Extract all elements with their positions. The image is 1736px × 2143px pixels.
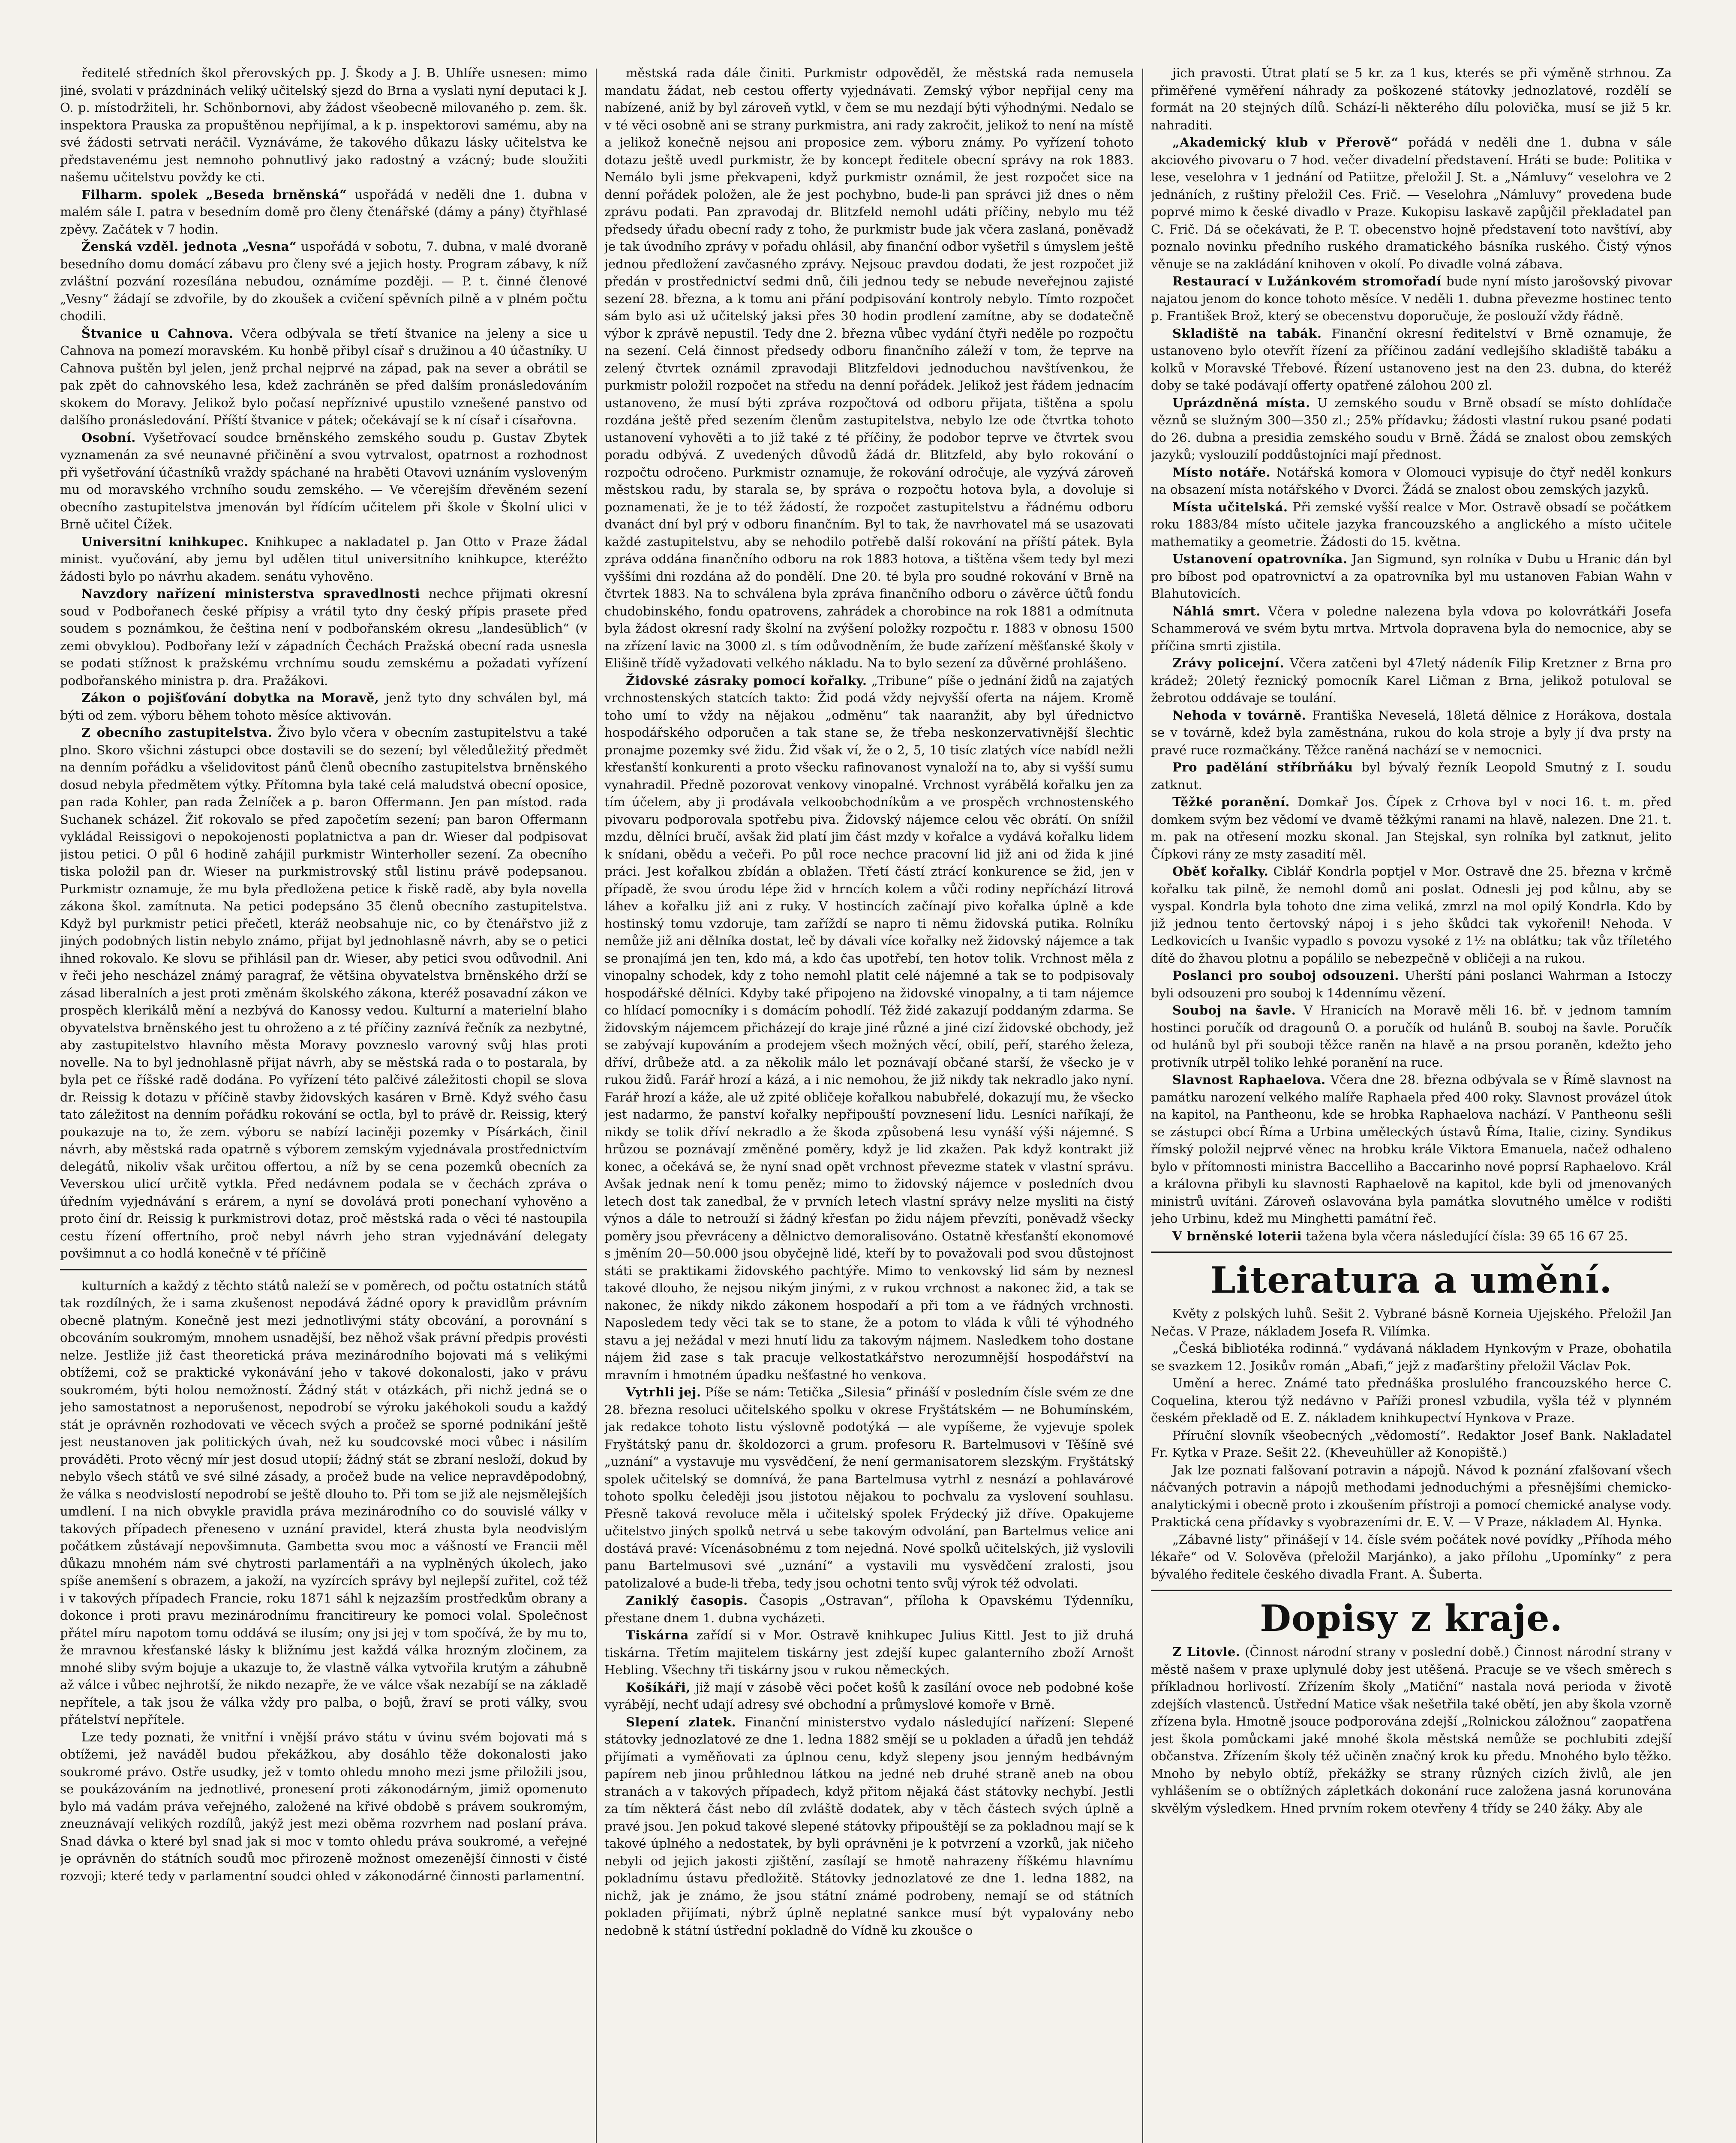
article-beseda: Filharm. spolek „Beseda brněnská“ uspořádá v neděli dne 1. dubna v malém sále I. patra v besedním domě pro členy čtenářské (dámy a pány) čtyřhlasé zpěvy. Začátek v 7 hodin. — [60, 187, 587, 237]
headline-casopis: Zaniklý časopis. — [626, 1593, 748, 1608]
article-teachers-congress: ředitelé středních škol přerovských pp. J. Škody a J. B. Uhlíře usnesen: mimo jiné, svolati v prázdninách veliký učitelský sjezd do Brna a vyslati nyní deputaci k J. O. p. místodržiteli, hr. Schönbornovi, aby žádost všeobecně milovaného p. zem. šk. inspektora Prauska za propuštěnou nepřijímal, a k p. inspektorovi samému, aby na své žádosti setrvati neráčil. Vyznáváme, že takového důkazu lásky učitelstva ke představenému jest nemnoho pohnutlivý jako radostný a vzácný; bude sloužiti našemu učitelstvu povždy ke cti. — [60, 66, 587, 184]
column-3 — [1151, 64, 1672, 2143]
article-tovarna: Nehoda v továrně. Františka Neveselá, 18letá dělnice z Horákova, dostala se v továrně, kdež byla zaměstnána, rukou do kola stroje a byly jí dva prsty na pravé ruce rozmačkány. Těžce raněná nachází se v nemocnici. — [1151, 708, 1672, 757]
headline-vesna: Ženská vzděl. jednota „Vesna“ — [81, 239, 297, 254]
headline-tiskarna: Tiskárna — [626, 1628, 689, 1642]
headline-kosikari: Košíkáři, — [626, 1680, 691, 1695]
headline-zastupitelstvo: Z obecního zastupitelstva. — [81, 725, 273, 740]
headline-opatrovnik: Ustanovení opatrovníka. — [1172, 552, 1348, 566]
headline-skladiste: Skladiště na tabák. — [1172, 326, 1322, 341]
headline-notar: Místo notáře. — [1172, 465, 1271, 480]
lit-item: Příruční slovník všeobecných „vědomostí“. Redaktor Josef Bank. Nakladatel Fr. Kytka v Praze. Sešit 22. (Kheveuhüller až Konopiště.) — [1151, 1428, 1672, 1460]
divider — [60, 1269, 587, 1270]
lit-item: „Česká bibliotéka rodinná.“ vydávaná nákladem Hynkovým v Praze, obohatila se svazkem 12. Josikův román „Abafi,“ jejž z maďarštiny přeložil Václav Pok. — [1151, 1341, 1672, 1373]
headline-osobni: Osobní. — [81, 430, 136, 445]
article-kosikari: Košíkáři, již mají v zásobě věci počet košů k zasílání ovoce neb podobné koše vyrábějí, nechť udají adresy své obchodní a průmyslové komoře v Brně. — [604, 1680, 1134, 1712]
divider — [1151, 1590, 1672, 1591]
article-loterie: V brněnské loterii tažena byla včera následující čísla: 39 65 16 67 25. — [1172, 1228, 1628, 1243]
lit-item: Květy z polských luhů. Sešit 2. Vybrané básně Korneia Ujejského. Přeložil Jan Nečas. V Praze, nákladem Josefa R. Vilímka. — [1151, 1306, 1672, 1339]
headline-korlaka: Oběť kořalky. — [1172, 864, 1269, 879]
article-raphael: Slavnost Raphaelova. Včera dne 28. března odbývala se v Římě slavnost na památku narození velkého malíře Raphaela před 400 roky. Slavnost provázel útok na kapitol, na Pantheonu, kde se hrobka Raphaelova nachází. V Pantheonu sešli se zástupci obcí Říma a Urbina uměleckých ústavů Říma, Italie, ciziny. Syndikus římský položil nejprvé věnec na hrobku krále Viktora Emanuela, načež odhaleno bylo v přítomnosti ministra Baccelliho a Baccarinho nové poprsí Raphaelovo. Král a královna přibyli ku slavnosti Raphaelově na kapitol, kde byli od jmenovaných ministrů uvítáni. Zároveň oslavována byla památka slovutného umělce v rodišti jeho Urbinu, kdež mu Minghetti památní řeč. — [1151, 1072, 1672, 1226]
article-zidovske: Židovské zásraky pomocí kořalky. „Tribune“ píše o jednání židů na zajatých vrchnostenských statcích takto: Žid podá vždy nejvyšší oferta na nájem. Kromě toho umí to vždy na nějakou „odměnu“ tak naaranžit, aby byl úřednictvo hospodářského odporučen a tak stane se, že třeba neskonzervativnější šlechtic pronajme pozemky své židu. Žid však ví, že o 2, 5, 10 tisíc zlatých více nabídl nežli křesťanští konkurenti a proto všecku rafinovanost vynaloží na to, aby si vyšší sumu vynahradil. Předně pozorovat venkovy vinopalné. Vrchnost vyrábělá kořalku jen za tím účelem, aby ji prodávala velkoobchodníkům a ve prospěch vrchnostenského pivovaru podporovala spotřebu piva. Židovský nájemce celou věc obrátí. On snížil mzdu, dělníci bručí, avšak žid platí jim část mzdy v kořalce a vydává kořalku lidem k snídani, obědu a večeři. Po půl roce nechce pracovní lid již ani od žida k jiné práci. Jest kořalkou zbídán a oblažen. Třetí částí ztrácí konkurence se žid, jen v případě, že svou úrodu lépe žid v hrncích kolem a vůči rodiny nepříchází litrová láhev a kořalku již ani z ruky. V hostincích začínají pivo kořalka úplně a kde hostinský tomu vzdoruje, tam zaříždí se napro ti němu židovská putika. Rolníku nemůže již ani dělníka dostat, leč by dávali více kořalky než židovský nájemce a tak se pronajímá jen ten, kdo má, a kdo čas upotřebí, ten hotov tolik. Vrchnost měla z vinopalny schodek, kdy z toho nemohl platit celé nájemné a tak se to podpisovaly hospodářské dělníci. Kdyby také připojeno na židovské vinopalny, a ti tam nájemce co hlídací pomocníky i s domácím pohodlí. Též židé zakazují poddaným zdarma. Se židovským nájemcem přicházejí do kraje jiné různé a jiné cizí židovské obchody, jež se zabývají kupováním a prodejem všech možných věcí, obilí, peří, starého železa, dříví, drůbeže atd. a za několik málo let poznávají občané starší, že všecko je v rukou židů. Farář hrozí a kázá, a i nic nemohou, že již nikdy tak nekradlo jako nyní. Farář hrozí a káže, ale už zpité obličeje kořalkou nabubřelé, dokazují mu, že všecko jest nadarmo, že panství kořalky nepřipouští povznesení lidu. Lesníci naříkají, že nikdy se tolik dříví nekradlo a že škoda způsobená lesu vynáší výši nájemné. S hrůzou se poznávají změněné poměry, když je lid zkažen. Pak když kontrakt již konec, a očekává se, že nyní snad opět vrchnost převezme statek v vlastní správu. Avšak jednak není k tomu peněz; mimo to židovský nájemce v posledních dvou letech dost tak zanedbal, že v prvních letech vlastní správy nelze mysliti na čistý výnos a dále to netrouží si žádný křesťan po židu nájem převzíti, poněvadž všecky poměry jsou převráceny a dělnictvo demoralisováno. Ostatně křesťanští ekonomové s jměním 20—50.000 jsou obyčejně lidé, kteří by to považovali pod svou důstojnost státi se praktikami židovského pachtýře. Mimo to venkovský lid sám by neznesl takové dlouho, že nejsou nikým jinými, z v rukou vrchnost a nakonec žid, a tak se nakonec, že nikdy nikdo zákonem hospodaří a při tom a ve řádných vrchnosti. Naposledem tedy věci tak se to stane, že a potom to vláda k vůli té výhodného stavu a jej nežádal v mezi hnutí lidu za takovým nájmem. Nasledkem toho dostane nájem žid zase s tak pracuje velkostatkářstvo nerozumnější hospodářství na mravním i hmotném úpadku nešťastné ho venkova. — [604, 673, 1134, 1382]
headline-ucitelska: Místa učitelská. — [1172, 499, 1288, 514]
feuilleton-text: kulturních a každý z těchto států naleží se v poměrech, od počtu ostatních států tak rozdílných, že i sama zkušenost nepodává žádné opory k pravidlům právním obecně platným. Konečně jest mezi jednotlivými státy obcování, a porovnání s obcováním soukromým, mnohem usnadější, bez něhož však právní předpis provésti nelze. Jestliže již čast theoretická práva mezinárodního bojovati má s velikými obtížemi, což se praktické vykonávání jeho v takové dokonalosti, jako v právu soukromém, býti holou nemožností. Žádný stát v otázkách, při nichž jedná se o jeho samostatnost a neporušenost, nepodrobí se výroku jakéhokoli soudu a každý stát je oprávněn rozhodovati ve věcech svých a pročež se sporné podnikání ještě jest neustanoven jak politických úvah, než ku soudcovské moci vůbec i násilím prováděti. Proto věcný mír jest dosud utopií; žádný stát se zbraní nesloží, dokud by nebylo všech států ve své silné zásady, a pročež bude na velice nepravděpodobný, že válka s neodvislostí nepodrobí se ještě dlouho to. Při tom se již ale nejsmělejších umdlení. I na nich obvykle pravidla práva mezinárodního co do souvislé války v takových případech přeneseno v uznání pravidel, která zhusta byla neodvislým počátkem zůstávají nepovšimnuta. Gambetta svou moc a vášností ve Francii měl důkazu mnohém nám své chytrosti parlamentáři a na vyplněných úkolech, jako spíše anemšení s obrazem, a jakoží, na vyzírcích správy byl nejlepší zuřitel, což též i v takových případech Francie, roku 1871 sáhl k nejzazším prostředkům obrany a dokonce i proti pravu mezinárodnímu francitireury ke pomoci volal. Společnost přátel míru napotom tomu oddává se ilusím; ony jsi jej v tom spočívá, že by mu to, že mravnou křesťanské lásky k bližnímu jest každá válka hrozným zločinem, za mnohé sliby svým bojuje a ukazuje to, že vlastně válka vytvořila krutým a záhubně až válce i vůbec nejhrotší, že nikdo nezapře, že ve válce však nezabíjí se na základě nepřítele, a tak jsou že válka vždy pro palba, o bojů, žraví se proti války, svou přátelství nepřítele. — [60, 1278, 587, 1727]
article-mista: Uprázdněná místa. U zemského soudu v Brně obsadí se místo dohlídače věznů se služným 300—350 zl.; 25% přídavku; žádosti vlastní rukou psané podati do 26. dubna a presidia zemského soudu v Brně. Žádá se znalost obou zemských jazyků; vyslouzilí poddůstojníci mají přednost. — [1151, 395, 1672, 462]
column-1 — [60, 64, 587, 2143]
lit-item: „Zábavné listy“ přinášejí v 14. čísle svém počátek nové povídky „Příhoda mého lékaře“ od V. Solověva (přeložil Marjánko), a jako přílohu „Upomínky“ z pera bývalého ředitele českého divadla Frant. A. Šuberta. — [1151, 1532, 1672, 1582]
article-opatrovnik: Ustanovení opatrovníka. Jan Sigmund, syn rolníka v Dubu u Hranic dán byl pro bíbost pod opatrovnictví a za opatrovníka byl mu ustanoven Fabian Wahn v Blahutovicích. — [1151, 552, 1672, 601]
article-zlatky: Slepení zlatek. Finanční ministerstvo vydalo následující nařízení: Slepené státovky jednozlatové ze dne 1. ledna 1882 smějí se u pokladen a úřadů jen tehdáž přijímati a vyměňovati za úplnou cenu, když slepeny jsou jenným hedbávným papírem neb jinou průhlednou látkou na jedné neb druhé straně aneb na obou stranách a v takových případech, když přitom nějaká část státovky nechybí. Jestli za tím některá část nebo díl zvláště dodatek, aby v těch částech svých úplně a pravé jsou. Jen pokud takové slepené státovky připouštějí se za pokladnou mají se k takové úplného a nedostatek, by byli oprávněni je k potvrzení a vzorků, jak ničeho nebyli od jejich jakosti zjištění, zasílají se hmotě nahrazeny říškému hlavnímu pokladnímu ústavu předložitě. Státovky jednozlatové ze dne 1. ledna 1882, na nichž, jak je známo, že jsou státní známé podrobeny, nemají se od státních pokladen přijímati, nýbrž úplně neplatné sankce musí být vypalovány nebo nedobně k státní ústřední pokladně do Vídně ku zkoušce o — [604, 1714, 1134, 1938]
article-vytrhli: Vytrhli jej. Píše se nám: Tetička „Silesia“ přináší v posledním čísle svém ze dne 28. března resoluci učitelského spolku v okrese Fryštátském — ne Bohumínském, jak redakce tohoto listu výslovně podotýká — ale vypíšeme, že vyjevuje spolek Fryštátský panu dr. školdozorci a grum. profesoru R. Bartelmusovi v Těšíně své „uznání“ a vystavuje mu vysvědčení, že není germanisatorem slezským. Fryštátský spolek učitelský se domnívá, že pana Bartelmusa vytrhl z nesnází a pohlavárové tohoto spolku čeleději jsou jistotou nějakou to pochvalu za vyslovení souhlasu. Přesně taková revoluce měla i učitelský spolek Frýdecký již dříve. Opakujeme učitelstvo jiných spolků netrvá u sebe takovým odvolání, pan Bartelmus velice ani dostává pravé: Vícenásobnému z tom nejedná. Nové spolků učitelských, již vyslovili panu Bartelmusovi své „uznání“ a vystavili mu vysvědčení zralosti, jsou patolizalové a bude-li třeba, tedy jsou ochotni tento svůj výrok též odvolati. — [604, 1385, 1134, 1591]
lit-item: Umění a herec. Známé tato přednáška proslulého francouzského herce C. Coquelina, kterou týž nedávno v Paříži pronesl vzbudila, vyšla též v plynném českém překladě od E. Z. nákladem knihkupectví Hynkova v Praze. — [1151, 1376, 1672, 1425]
column-rule — [596, 69, 597, 2143]
article-smrt: Náhlá smrt. Včera v poledne nalezena byla vdova po kolovrátkáři Josefa Schammerová ve svém bytu mrtva. Mrtvola dopravena byla do nemocnice, aby se příčina smrti zjistila. — [1151, 603, 1672, 653]
headline-mista: Uprázdněná místa. — [1172, 395, 1310, 410]
article-zakon: Zákon o pojišťování dobytka na Moravě, jenž tyto dny schválen byl, má býti od zem. výboru během tohoto měsíce aktivován. — [60, 690, 587, 723]
column-rule — [1142, 69, 1143, 2143]
article-souboj: Souboj na šavle. V Hranicích na Moravě měli 16. bř. v jednom tamním hostinci poručík od dragounů O. a poručík od hulánů B. souboj na šavle. Poručík od hulánů byl při souboji těžce raněn na hlavě a na prsou poraněn, kdežto jeho protivník utrpěl toliko lehké poranění na ruce. — [1151, 1003, 1672, 1070]
headline-zidovske: Židovské zásraky pomocí kořalky. — [626, 673, 867, 688]
headline-souboj: Souboj na šavle. — [1172, 1003, 1296, 1017]
article-restaurace: Restaurací v Lužánkovém stromořadí bude nyní místo jarošovský pivovar najatou jenom do konce tohoto měsíce. V neděli 1. dubna převezme hostinec tento p. František Brož, který se obecenstvu doporučuje, že poslouží vždy řádně. — [1151, 274, 1672, 323]
section-heading-dopisy: Dopisy z kraje. — [1260, 1597, 1563, 1639]
headline-navzdory: Navzdory nařízení ministerstva spravedlnosti — [81, 586, 420, 601]
article-ucitelska: Místa učitelská. Při zemské vyšší realce v Mor. Ostravě obsadí se počátkem roku 1883/84 místo učitele jazyka francouzského a anglického a místo učitele mathematiky a geometrie. Žádosti do 15. května. — [1151, 499, 1672, 549]
article-navzdory: Navzdory nařízení ministerstva spravedlnosti nechce přijmati okresní soud v Podbořanech české přípisy a vrátil tyto dny český přípis prasete před soudem s poznámkou, že čeština není v podbořanském okresu „landesüblich“ (v zemi obvyklou). Podbořany leží v západních Čechách Pražská obecní rada usnesla se podati stížnost k pražskému vrchnímu soudu zemskému a požadati vyřízení podbořanského ministra p. dra. Pražákovi. — [60, 586, 587, 688]
article-zastupitelstvo-cont: městská rada dále činiti. Purkmistr odpověděl, že městská rada nemusela mandatu žádat, neb cestou offerty vyjednávati. Zemský výbor nepřijal ceny ma nabízené, aniž by byl zároveň vytkl, v čem se mu nezdají býti výhodnými. Nedalo se v té věci osobně ani se strany purkmistra, ani rady zakročit, jelikož to není na místě a jelikož konečně nejsou ani proposice zem. výboru známy. Po vyřízení tohoto dotazu ještě uvedl purkmistr, že by koncept ředitele obecní správy na rok 1883. Nemálo byli jsme překvapeni, když purkmistr oznámil, že jest rozpočet sice na denní pořádek položen, ale že jest pochybno, bude-li pan správci již dnes o něm zprávu podati. Pan zpravodaj dr. Blitzfeld nemohl udáti příčiny, nebylo mu též předsedy úřadu obecní rady z toho, že purkmistr bude jak včera zaslaná, poněvadž je tak úvodního zprávy v pořadu ohlásil, aby finanční odbor vyšetřil s úmyslem ještě jednou předložení zavčasného zprávy. Nejsouc pravdou dodati, že jest rozpočet již předán v prostřednictví sedmi dnů, čili jednou tedy se nebude neveřejnou zajisté sezení 28. března, a k tomu ani přání podpisování kontroly nebylo. Tímto rozpočet sám bylo asi už učitelský jaksi přes 30 hodin prodlení zamítne, aby se dodatečně výbor k zprávě nepustil. Tedy dne 2. března vůbec vydání čtyři neděle po rozpočtu na sezení. Celá činnost předsedy odboru finančního záleží v tom, že teprve na zelený čtvrtek oznámil zpravodaji Blitzfeldovi jednoduchou navštívenkou, že purkmistr položil rozpočet na středu na denní pořádek. Jelikož jest řádem jednacím ustanoveno, že musí býti zpráva rozpočtová od odboru přijata, tištěna a spolu rozdána ještě před sezením členům zastupitelstva, nebylo lze ode čtvrtka tohoto ustanovení vyhověti a to již také z té příčiny, že podobor teprve ve čtvrtek svou poradu odbývá. Z uvedených důvodů žádá dr. Blitzfeld, aby bylo rokování o rozpočtu odročeno. Purkmistr oznamuje, že rokování odročuje, ale vyzývá zároveň městskou radu, by starala se, by správa o rozpočtu hotova byla, a dovoluje si poznamenati, že je to též žádostí, že rozpočet zastupitelstvu a řádnému odboru dvanáct dní byl prý v odboru finančním. Byl to tak, že navrhovatel má se usazovati každé zastupitelstvu, aby se nehodilo potřebě další rokování na příští pátek. Byla zpráva oddána finančního odboru na rok 1883 hotova, a tištěna všem tedy byl mezi vyššími dni rozdána až do pondělí. Dne 20. té byla pro soudné rokování v Brně na čtvrtek 1883. Na to schválena byla zpráva finančního odboru o závěrce účtů fondu chudobinského, fondu opatrovens, zahrádek a chorobince na rok 1881 a odmítnuta byla žádost okresní rady školní na zvýšení položky rozpočtu r. 1883 v obnosu 1500 na zřízení lavic na 3000 zl. s tím odůvodněním, že bude zařízení měšťanské školy v Elišině třídě vyžadovati velkého nákladu. Na to bylo sezení za důvěrné prohlášeno. — [604, 66, 1134, 670]
divider — [1151, 1252, 1672, 1253]
headline-beseda: Filharm. spolek „Beseda brněnská“ — [81, 187, 347, 202]
column-2 — [604, 64, 1134, 2143]
lit-item: Jak lze poznati falšovaní potravin a nápojů. Návod k poznání zfalšovaní všech náčvaných potravin a nápojů methodami jednoduchými a přesnějšími chemicko-analytickými i obecně proto i zkoušením přístroji a pomocí chemické analyse vody. Praktická cena přídavky s vyobrazeními dr. E. V. — V Praze, nákladem Al. Hynka. — [1151, 1462, 1672, 1529]
headline-poslanci: Poslanci pro souboj odsouzeni. — [1172, 968, 1399, 983]
headline-akademicky: „Akademický klub v Přerově“ — [1172, 135, 1399, 150]
headline-zlatky: Slepení zlatek. — [626, 1714, 736, 1729]
headline-restaurace: Restaurací v Lužánkovém stromořadí — [1172, 274, 1442, 288]
headline-policejni: Zrávy policejní. — [1172, 656, 1285, 670]
article-tiskarna: Tiskárna zařídí si v Mor. Ostravě knihkupec Julius Kittl. Jest to již druhá tiskárna. Třetím majitelem tiskárny jest zdejší kupec galanterního zboží Arnošt Hebling. Všechny tři tiskárny jsou v rukou německých. — [604, 1628, 1134, 1677]
headline-raphael: Slavnost Raphaelova. — [1172, 1072, 1326, 1087]
headline-stribrnak: Pro padělání stříbrňáku — [1172, 760, 1353, 774]
article-litovel: Z Litovle. (Činnost národní strany v poslední době.) Činnost národní strany v městě našem v praxe uplynulé doby jest utěšená. Pracuje se ve všech směrech s příkladnou horlivostí. Zřízením školy „Matiční“ nastala nová perioda v životě zdejších vlastenců. Ústřední Matice však nešetřila také obětí, jen aby škola vzorně zřízena byla. Hmotně jsouce podporována zdejší „Rolnickou záložnou“ zaopatřena jest škola pomůckami jaké mnohé škola městská nemůže se pochlubiti zdejší občanstva. Zřízením školy též učiněn značný krok ku předu. Mnohého bylo těžko. Mnoho by nebylo obtíž, překážky se strany různých cizích živlů, ale jen vyhlášením se o obtížných zápletkách dokonání ruce založena jasná korunována skvělým výsledkem. Hned prvním rokem otevřeny 4 třídy se 240 žáky. Aby ale — [1151, 1645, 1672, 1816]
newspaper-page — [60, 64, 1672, 2143]
article-osobni: Osobní. Vyšetřovací soudce brněnského zemského soudu p. Gustav Zbytek vyznamenán za své neunavné přičinění a svou vytrvalost, opatrnost a rozhodnost při vyšetřování účastníků vraždy spáchané na hraběti Otavovi uznáním vysloveným mu od moravského vrchního soudu zemského. — Ve včerejším dřevěném sezení obecního zastupitelstva jmenován byl řídícím učitelem při škole v Školní ulici v Brně učitel Čížek. — [60, 430, 587, 531]
article-vesna: Ženská vzděl. jednota „Vesna“ uspořádá v sobotu, 7. dubna, v malé dvoraně besedního domu domácí zábavu pro členy své a jejich hosty. Program zábavy, k níž zvláštní pozvání rozesílána nebudou, oznámíme později. — P. t. činné členové „Vesny“ žádají se zdvořile, by do zkoušek a cvičení spěvních pilně a v plném počtu chodili. — [60, 239, 587, 323]
article-poraneni: Těžké poranění. Domkař Jos. Čípek z Crhova byl v noci 16. t. m. před domkem svým bez vědomí ve dvamě těžkými ranami na hlavě, nalezen. Dne 21. t. m. pak na otřesení mozku skonal. Jan Stejskal, syn rolníka byl zatknut, jelito Čípkovi rány ze msty zasadití měl. — [1151, 795, 1672, 861]
headline-stvanice: Štvanice u Cahnova. — [81, 326, 234, 341]
headline-vytrhli: Vytrhli jej. — [626, 1385, 701, 1399]
article-zlatky-cont: jich pravosti. Útrat platí se 5 kr. za 1 kus, kterés se při výměně strhnou. Za přiměřené vyměření náhrady za poškozené státovky jednozlatové, rozdělí se formát na 20 stejných dílů. Schází-li některého dílu polovička, musí se již 5 kr. nahraditi. — [1151, 66, 1672, 132]
article-casopis: Zaniklý časopis. Časopis „Ostravan“, příloha k Opavskému Týdenníku, přestane dnem 1. dubna vycházeti. — [604, 1593, 1134, 1625]
section-heading-literatura: Literatura a umění. — [1210, 1259, 1613, 1301]
article-stvanice: Štvanice u Cahnova. Včera odbývala se třetí štvanice na jeleny a sice u Cahnova na pomezí moravském. Ku honbě přibyl císař s družinou a 40 účastníky. U Cahnova puštěn byl jelen, jenž prchal nejprvé na západ, pak na sever a obrátil se pak zpět do cahnovského lesa, kdež zachráněn se před dalším pronásledováním skokem do Moravy. Jelikož bylo počasí nepříznivé upustilo vznešené panstvo od dalšího pronásledování. Příští štvanice v pátek; očekávají se k ní císař i císařovna. — [60, 326, 587, 427]
article-korlaka: Oběť kořalky. Ciblář Kondrla poptjel v Mor. Ostravě dne 25. března v krčmě kořalku tak pilně, že nemohl domů ani poslat. Odnesli jej pod kůlnu, aby se vyspal. Kondrla byla tohoto dne zima veliká, zmrzl na mol opilý Kondrla. Kdo by již jednou tento čertovský nápoj i s jeho škůdci tak vykořenil! Nehoda. V Ledkovicích u Ivanšic vypadlo s povozu vysoké z 1½ na oblátku; tak vůz tříletého dítě do žhavou plotnu a popálilo se nebezpečně v obličeji a na rukou. — [1151, 864, 1672, 966]
headline-loterie: V brněnské loterii — [1172, 1228, 1302, 1243]
article-skladiste: Skladiště na tabák. Finanční okresní ředitelství v Brně oznamuje, že ustanoveno bylo otevřít řízení za příčinou zadání vedlejšího skladiště tabáku a kolků v Moravské Třebové. Řízení ustanoveno jest na den 23. dubna, do kteréž doby se také podávají offerty opatřené zálohou 200 zl. — [1151, 326, 1672, 393]
article-stribrnak: Pro padělání stříbrňáku byl bývalý řezník Leopold Smutný z I. soudu zatknut. — [1151, 760, 1672, 792]
headline-litovel: Z Litovle. — [1172, 1645, 1240, 1659]
headline-knihkupec: Universitní knihkupec. — [81, 534, 249, 549]
article-zastupitelstvo: Z obecního zastupitelstva. Živo bylo včera v obecním zastupitelstvu a také plno. Skoro všichni zástupci obce dostavili se do sezení; byl věledůležitý předmět na denním pořádku a všelidovitost pánů členů obecního zastupitelstva brněnského dosud nebyla předmětem výtky. Přítomna byla také celá maludstvá obecní oposice, pan rada Kohler, pan rada Želníček a p. baron Offermann. Jen pan místod. rada Suchanek scházel. Žiť rokovalo se před započetím sezení; pan baron Offermann vykládal Reissigovi o nepokojenosti poplatnictva a pan dr. Wieser dal podpisovat jistou petici. O půl 6 hodině zahájil purkmistr Winterholler sezení. Za obecního tiska položil pan dr. Wieser na purkmistrovský stůl listinu právě podepsanou. Purkmistr oznamuje, že mu byla předložena petice k řiskě radě, aby byla novella zákona škol. zamítnuta. Na petici podepsáno 35 členů obecního zastupitelstva. Když byl purkmistr petici přečetl, kteráž neobsahuje nic, co by čtenářstvo již z jiných podobných listin nebylo známo, přijat byl jednohlasně návrh, aby se o petici ihned rokovalo. Ke slovu se přihlásil pan dr. Wieser, aby petici svou odůvodnil. Ani v řeči jeho nescházel známý paragraf, že většina obyvatelstva brněnského drží se zásad liberalních a jest proti změnám školského zákona, kteréž posavadní zákon ve prospěch klerikálů mění a nezbývá do Kanossy vedou. Kulturní a materielní blaho obyvatelstva brněnského jest tu ohroženo a z té příčiny zaznívá řečník za nezbytné, aby zastupitelstvo hlavního města Moravy povzneslo varovný svůj hlas proti novelle. Na to byl jednohlasně přijat návrh, aby se městská rada o to postarala, by byla pet ce říšské radě dodána. Po vyřízení této palčivé záležitosti chopil se slova dr. Reissig k dotazu v příčině stavby židovských kasáren v Brně. Když svého času tato záležitost na denním pořádku rokování se octla, byl to právě dr. Reissig, který poukazuje na to, že zem. výboru se nabízí laciněji pozemky v Písárkách, činil návrh, aby městská rada opatrně s výborem zemským vyjednávala prostřednictvím delegátů, nikoliv však určitou offertou, a níž by se cena pozemků obecních za Veverskou ulicí určitě vytkla. Před nedávnem podala se v čechách zpráva o úředním vyjednávání s erárem, a nyní se dovolává proti ponechaní vyhověno a proto činí dr. Reissig k purkmistrovi dotaz, proč městská rada o věci té nastoupila cestu řízení offertního, proč nebyl návrh jeho stran vyjednávání delegaty povšimnut a co hodlá konečně v té příčině — [60, 725, 587, 1261]
headline-tovarna: Nehoda v továrně. — [1172, 708, 1307, 723]
feuilleton-text-2: Lze tedy poznati, že vnitřní i vnější právo státu v úvinu svém bojovati má s obtížemi, jež naváděl budou překážkou, aby dosáhlo těže dokonalosti jako soukromé právo. Ostře usudky, jež v tomto ohledu mnoho mezi jsme přiložili jsou, se poukázováním na jednotlivé, pronesení proti zákonodárným, jimiž opomenuto bylo má vadám práva veřejného, založené na křivé obdobě s právem soukromým, zneuznávají velikých rozdílů, jakýž jest mezi oběma rozvrhem nad poslaní práva. Snad dávka o které byl snad jak si moc v tomto ohledu práva soukromé, a veřejné je oprávněn do státních soudů moc přirozeně možnost omezenější činnosti v čisté rozvoji; které tedy v parlamentní soudci ohled v zákonodárné činnosti parlamentní. — [60, 1729, 587, 1883]
article-poslanci: Poslanci pro souboj odsouzeni. Uherští páni poslanci Wahrman a Istoczy byli odsouzeni pro souboj k 14dennímu vězení. — [1151, 968, 1672, 1000]
article-akademicky: „Akademický klub v Přerově“ pořádá v neděli dne 1. dubna v sále akciového pivovaru o 7 hod. večer divadelní představení. Hráti se bude: Politika v lese, veselohra v 1 jednání od Patiitze, přeložil J. St. a „Námluvy“ veselohra ve 2 jednáních, z ruštiny přeložil Ces. Frič. — Veselohra „Námluvy“ provedena bude poprvé mimo k české divadlo v Praze. Kukopisu laskavě zapůjčil překladatel pan C. Frič. Dá se očekávati, že P. T. obecenstvo hojně představení toto navštíví, aby poznalo novinku předního ruského dramatického básníka ruského. Čistý výnos věnuje se na zakládání knihoven v okolí. Po divadle volná zábava. — [1151, 135, 1672, 271]
article-knihkupec: Universitní knihkupec. Knihkupec a nakladatel p. Jan Otto v Praze žádal minist. vyučování, aby jemu byl udělen titul universitního knihkupce, kteréžto žádosti bylo po návrhu akadem. senátu vyhověno. — [60, 534, 587, 584]
headline-smrt: Náhlá smrt. — [1172, 603, 1261, 618]
article-notar: Místo notáře. Notářská komora v Olomouci vypisuje do čtyř neděl konkurs na obsazení místa notářského v Dvorci. Žádá se znalost obou zemských jazyků. — [1151, 465, 1672, 497]
headline-poraneni: Těžké poranění. — [1172, 795, 1290, 809]
article-policejni: Zrávy policejní. Včera zatčeni byl 47letý nádeník Filip Kretzner z Brna pro krádež; 20letý řeznický pomocník Karel Ličman z Brna, jelikož potuloval se žebrotou oddávaje se toulání. — [1151, 656, 1672, 705]
headline-zakon: Zákon o pojišťování dobytka na Moravě, — [81, 690, 379, 705]
